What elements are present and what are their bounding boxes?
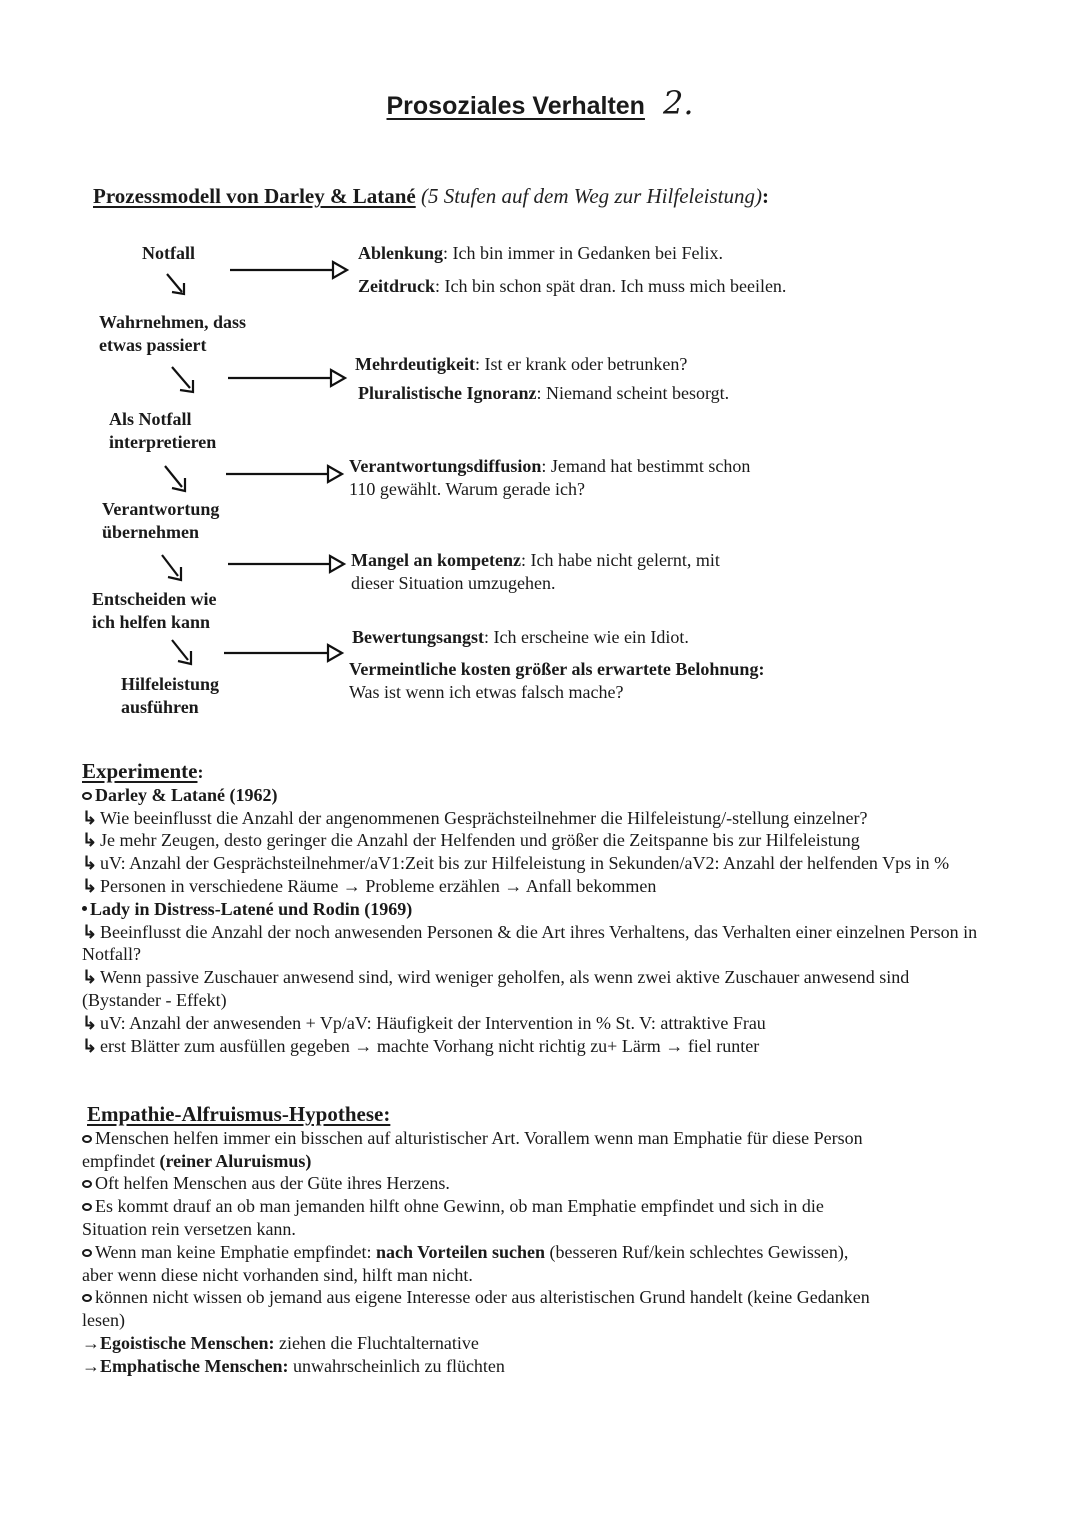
reason-text: : Ich bin schon spät dran. Ich muss mich beeilen. — [435, 276, 787, 296]
experiments-colon: : — [197, 762, 204, 782]
stage-6-line1: Hilfeleistung — [121, 674, 219, 694]
list-item — [82, 852, 982, 875]
diag-arrow-1 — [167, 274, 184, 294]
model-colon: : — [762, 184, 769, 208]
reason-text: : Ich habe nicht gelernt, mit — [521, 550, 720, 570]
stage-4-line1: Verantwortung — [102, 499, 220, 519]
list-item — [82, 966, 982, 1012]
return-arrow-icon: ↳ — [82, 921, 98, 942]
reason-term: Verantwortungsdiffusion — [349, 456, 542, 476]
stage-4-line2: übernehmen — [102, 522, 200, 542]
line-text: uV: Anzahl der Gesprächsteilnehmer/aV1:Zeit bis zur Hilfeleistung in Sekunden/aV2: Anzahl der helfenden Vps in % — [100, 853, 950, 874]
right-arrow-icon: → — [82, 1355, 100, 1376]
horiz-arrow-5 — [224, 645, 342, 661]
line-text: Wenn man keine Emphatie empfindet: — [95, 1241, 376, 1262]
experiments-heading: Experimente — [82, 759, 198, 783]
reason-text-2: Was ist wenn ich etwas falsch mache? — [349, 682, 624, 702]
list-item — [82, 1195, 872, 1241]
line-text: unwahrscheinlich zu flüchten — [288, 1355, 505, 1376]
reason-text: : Jemand hat bestimmt schon — [541, 456, 751, 476]
bold-text: nach Vorteilen suchen — [375, 1241, 545, 1262]
reason-text: : Ich erscheine wie ein Idiot. — [484, 627, 689, 647]
stage-6-line2: ausführen — [121, 697, 199, 717]
return-arrow-icon: ↳ — [82, 967, 98, 988]
line-text: (besseren Ruf/kein schlechtes Gewissen), aber wenn diese nicht vorhanden sind, hilft man nicht. — [82, 1241, 849, 1285]
horiz-arrow-3 — [226, 466, 342, 482]
model-heading-text: Prozessmodell von Darley & Latané — [93, 184, 416, 208]
list-item — [82, 1355, 872, 1378]
line-text: Personen in verschiedene Räume → Probleme erzählen → Anfall bekommen — [100, 875, 657, 896]
list-item — [82, 1332, 872, 1355]
diag-arrow-4 — [162, 555, 181, 580]
reason-bewertungsangst — [352, 626, 689, 649]
list-item — [82, 921, 982, 967]
model-subheading: (5 Stufen auf dem Weg zur Hilfeleistung) — [420, 184, 762, 208]
stage-2-line1: Wahrnehmen, dass — [99, 312, 247, 332]
experiments-section — [82, 760, 982, 1057]
stage-3-line1: Als Notfall — [109, 409, 192, 429]
experiment-2-title — [82, 898, 982, 921]
reason-mehrdeutigkeit — [355, 353, 687, 376]
empathy-section — [82, 1103, 872, 1378]
list-item — [82, 1035, 982, 1058]
bullet-icon — [82, 1180, 92, 1188]
reason-verantwortungsdiffusion — [349, 455, 750, 501]
reason-term: Ablenkung — [358, 243, 444, 263]
return-arrow-icon: ↳ — [82, 807, 98, 828]
list-item — [82, 829, 982, 852]
bullet-icon — [82, 1135, 92, 1143]
stage-2-line2: etwas passiert — [99, 335, 207, 355]
list-item — [82, 1172, 872, 1195]
reason-term: Vermeintliche kosten größer als erwartete Belohnung: — [349, 659, 765, 679]
stage-3-line2: interpretieren — [109, 432, 217, 452]
list-item — [82, 1241, 872, 1287]
reason-term: Mangel an kompetenz — [351, 550, 521, 570]
title-text: Prosoziales Verhalten — [386, 92, 645, 120]
reason-term: Pluralistische Ignoranz — [358, 383, 537, 403]
stage-5-line1: Entscheiden wie — [92, 589, 217, 609]
list-item — [82, 1127, 872, 1173]
line-text: können nicht wissen ob jemand aus eigene Interesse oder aus alteristischen Grund handelt (keine Gedanken lesen) — [82, 1287, 870, 1331]
return-arrow-icon: ↳ — [82, 830, 98, 851]
reason-term: Mehrdeutigkeit — [355, 354, 475, 374]
right-arrow-icon: → — [82, 1332, 100, 1353]
return-arrow-icon: ↳ — [82, 853, 98, 874]
reason-text-2: 110 gewählt. Warum gerade ich? — [349, 479, 585, 499]
bullet-icon — [82, 1203, 92, 1211]
bold-text: Emphatische Menschen: — [100, 1355, 289, 1376]
horiz-arrow-4 — [228, 556, 344, 572]
line-text: Menschen helfen immer ein bisschen auf alturistischer Art. Vorallem wenn man Emphatie für diese Person empfindet — [82, 1127, 863, 1171]
bold-text: (reiner Aluruismus) — [159, 1150, 312, 1171]
reason-term: Bewertungsangst — [352, 627, 485, 647]
reason-text: : Ist er krank oder betrunken? — [474, 354, 688, 374]
reason-text: : Niemand scheint besorgt. — [536, 383, 730, 403]
reason-kompetenz — [351, 549, 720, 595]
line-text: Oft helfen Menschen aus der Güte ihres Herzens. — [95, 1173, 450, 1194]
reason-text-2: dieser Situation umzugehen. — [351, 573, 556, 593]
bold-text: Egoistische Menschen: — [100, 1332, 275, 1353]
line-text: ziehen die Fluchtalternative — [274, 1332, 479, 1353]
empathy-heading: Empathie-Alfruismus-Hypothese: — [87, 1102, 391, 1126]
horiz-arrow-1 — [230, 262, 347, 278]
line-text: Es kommt drauf an ob man jemanden hilft ohne Gewinn, ob man Emphatie empfindet und sich in die Situation rein versetzen kann. — [82, 1196, 824, 1239]
return-arrow-icon: ↳ — [82, 1035, 98, 1056]
horiz-arrow-2 — [228, 370, 345, 386]
stage-1-line1: Notfall — [142, 243, 195, 263]
list-item — [82, 1012, 982, 1035]
line-text: Beeinflusst die Anzahl der noch anwesenden Personen & die Art ihres Verhaltens, das Verhalten einer einzelnen Person in Notfall? — [82, 921, 978, 965]
handwritten-number: 2. — [662, 84, 694, 122]
reason-text: : Ich bin immer in Gedanken bei Felix. — [443, 243, 723, 263]
list-item — [82, 875, 982, 898]
line-text: Je mehr Zeugen, desto geringer die Anzahl der Helfenden und größer die Zeitspanne bis zur Hilfeleistung — [100, 830, 860, 851]
list-item — [82, 1286, 872, 1332]
line-text: uV: Anzahl der anwesenden + Vp/aV: Häufigkeit der Intervention in % St. V: attraktive Frau — [100, 1012, 766, 1033]
reason-pluralistische — [358, 382, 729, 405]
reason-term: Zeitdruck — [358, 276, 436, 296]
line-text: Wenn passive Zuschauer anwesend sind, wird weniger geholfen, als wenn zwei aktive Zuschauer anwesend sind (Bystander - Effekt) — [82, 967, 910, 1010]
experiment-title: Darley & Latané (1962) — [95, 784, 278, 805]
experiment-1-title — [82, 784, 982, 807]
reason-zeitdruck — [358, 275, 786, 298]
diag-arrow-2 — [172, 367, 193, 392]
bullet-icon — [82, 1294, 92, 1302]
stage-5-line2: ich helfen kann — [92, 612, 211, 632]
bullet-icon — [82, 906, 87, 911]
reason-kosten — [349, 658, 764, 704]
reason-ablenkung — [358, 242, 723, 265]
diag-arrow-3 — [165, 466, 185, 491]
return-arrow-icon: ↳ — [82, 875, 98, 896]
bullet-icon — [82, 792, 92, 800]
bullet-icon — [82, 1249, 92, 1257]
diag-arrow-5 — [172, 640, 191, 664]
list-item — [82, 807, 982, 830]
line-text: Wie beeinflusst die Anzahl der angenommenen Gesprächsteilnehmer die Hilfeleistung/-stellung einzelner? — [100, 807, 868, 828]
return-arrow-icon: ↳ — [82, 1012, 98, 1033]
experiment-title: Lady in Distress-Latené und Rodin (1969) — [90, 898, 413, 919]
line-text: erst Blätter zum ausfüllen gegeben → machte Vorhang nicht richtig zu+ Lärm → fiel runter — [100, 1035, 760, 1056]
